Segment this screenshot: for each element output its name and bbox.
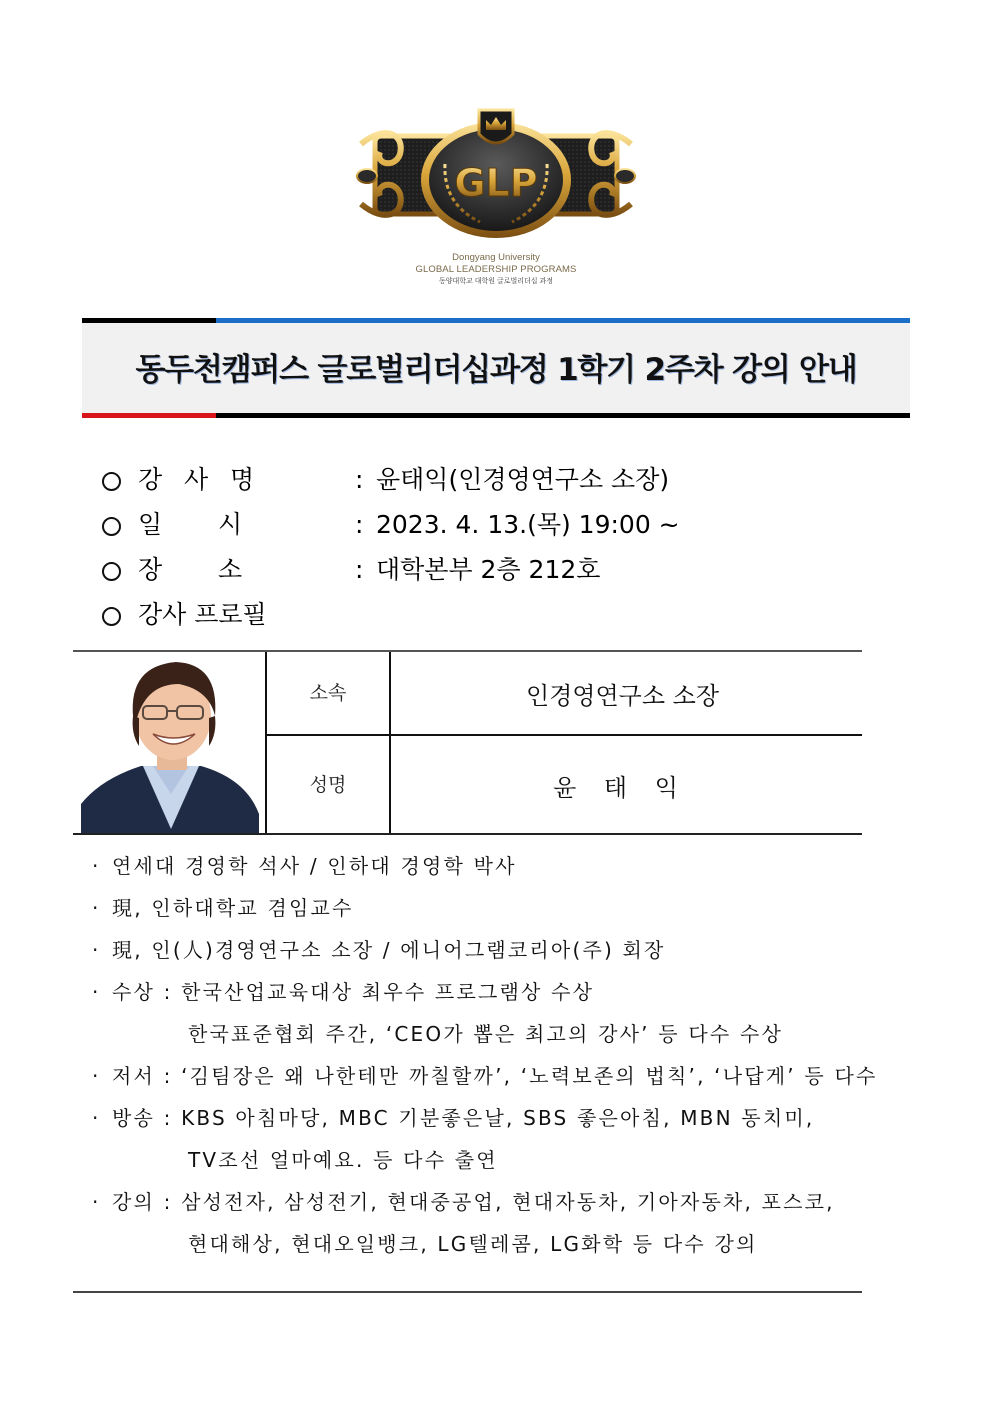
circle-bullet-icon xyxy=(102,517,121,536)
lecturer-portrait-icon xyxy=(81,654,261,833)
info-value-lecturer: 윤태익(인경영연구소 소장) xyxy=(376,465,670,494)
info-label: 일 시 xyxy=(138,510,243,539)
logo-caption xyxy=(355,252,637,287)
bullet-dot-icon: · xyxy=(92,938,101,962)
career-item: · 現, 인(人)경영연구소 소장 / 에니어그램코리아(주) 회장 xyxy=(92,935,872,977)
info-value-datetime: 2023. 4. 13.(목) 19:00 ~ xyxy=(376,510,680,539)
info-label: 강 사 명 xyxy=(138,465,255,494)
glp-logo xyxy=(355,104,637,290)
career-item-books: · 저서 : ‘김팀장은 왜 나한테만 까칠할까’, ‘노력보존의 법칙’, ‘나답게’ 등 다수 xyxy=(92,1061,872,1103)
bottom-rule xyxy=(73,1291,862,1293)
svg-text:GLP: GLP xyxy=(454,161,538,205)
info-value-location: 대학본부 2층 212호 xyxy=(376,555,601,584)
career-item-continued: 현대해상, 현대오일뱅크, LG텔레콤, LG화학 등 다수 강의 xyxy=(188,1232,758,1256)
bullet-dot-icon: · xyxy=(92,896,101,920)
page-title: 동두천캠퍼스 글로벌리더십과정 1학기 2주차 강의 안내 xyxy=(135,352,857,388)
table-mid-rule xyxy=(265,734,862,736)
career-item-broadcast: · 방송 : KBS 아침마당, MBC 기분좋은날, SBS 좋은아침, MBN 동치미, xyxy=(92,1103,872,1145)
info-colon: : xyxy=(355,555,364,584)
info-colon: : xyxy=(355,465,364,494)
lecturer-photo xyxy=(81,654,261,833)
name-label: 성명 xyxy=(309,774,347,796)
bullet-dot-icon: · xyxy=(92,854,101,878)
bullet-dot-icon: · xyxy=(92,1106,101,1130)
circle-bullet-icon xyxy=(102,607,121,626)
banner-top-blue-bar xyxy=(216,318,910,323)
title-banner xyxy=(82,318,910,418)
table-top-rule xyxy=(73,650,862,652)
banner-top-black-bar xyxy=(82,318,216,323)
circle-bullet-icon xyxy=(102,562,121,581)
banner-bottom-black-bar xyxy=(216,413,910,418)
logo-program-korean: 동양대학교 대학원 글로벌리더십 과정 xyxy=(438,278,554,285)
affiliation-value: 인경영연구소 소장 xyxy=(525,682,720,710)
career-item-continued: TV조선 얼마예요. 등 다수 출연 xyxy=(188,1148,498,1172)
bullet-dot-icon: · xyxy=(92,1064,101,1088)
affiliation-label: 소속 xyxy=(309,682,347,704)
logo-program: GLOBAL LEADERSHIP PROGRAMS xyxy=(415,264,577,275)
career-item-lectures: · 강의 : 삼성전자, 삼성전기, 현대중공업, 현대자동차, 기아자동차, 포스코, xyxy=(92,1187,872,1229)
career-item-continued: 한국표준협회 주간, ‘CEO가 뽑은 최고의 강사’ 등 다수 수상 xyxy=(188,1022,783,1046)
bullet-dot-icon: · xyxy=(92,1190,101,1214)
logo-university: Dongyang University xyxy=(452,252,540,263)
career-item-awards: · 수상 : 한국산업교육대상 최우수 프로그램상 수상 xyxy=(92,977,872,1019)
career-item: · 연세대 경영학 석사 / 인하대 경영학 박사 xyxy=(92,851,872,893)
circle-bullet-icon xyxy=(102,472,121,491)
career-list xyxy=(92,851,878,1271)
career-item: · 現, 인하대학교 겸임교수 xyxy=(92,893,872,935)
info-colon: : xyxy=(355,510,364,539)
profile-table xyxy=(73,650,862,835)
info-label: 장 소 xyxy=(138,555,243,584)
bullet-dot-icon: · xyxy=(92,980,101,1004)
table-bottom-rule xyxy=(73,833,862,835)
glp-emblem-icon xyxy=(355,104,637,244)
banner-bottom-red-bar xyxy=(82,413,216,418)
info-label-profile: 강사 프로필 xyxy=(138,600,267,629)
name-value: 윤 태 익 xyxy=(553,774,688,802)
